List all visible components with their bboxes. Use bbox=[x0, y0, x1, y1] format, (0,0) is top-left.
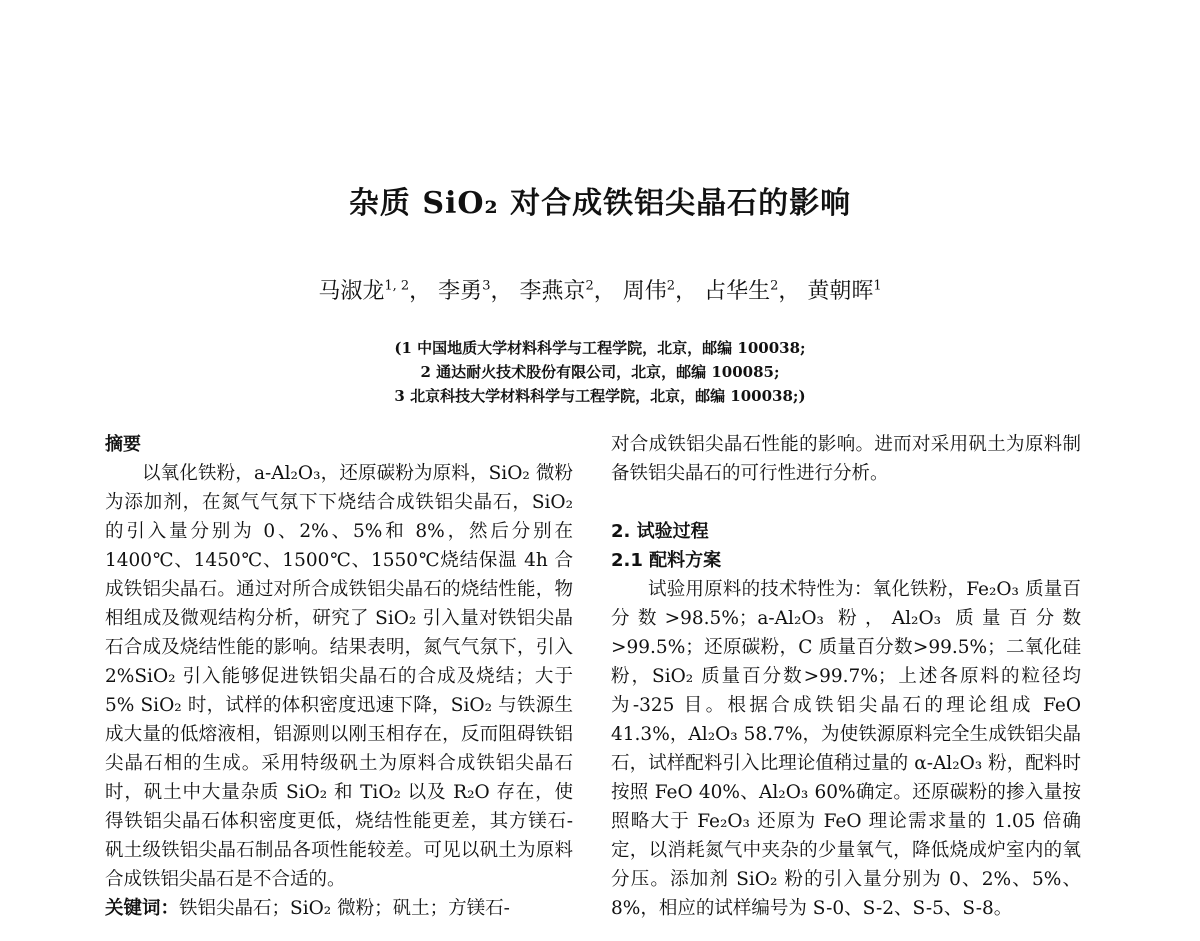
keywords bbox=[105, 894, 573, 923]
affiliation-line: 2 通达耐火技术股份有限公司，北京，邮编 100085; bbox=[420, 363, 780, 381]
author: 占华生$^2$ bbox=[704, 278, 779, 304]
affiliation-line: 3 北京科技大学材料科学与工程学院，北京，邮编 100038;) bbox=[394, 387, 806, 405]
author: 黄朝晖$^1$ bbox=[807, 278, 882, 304]
affiliations bbox=[0, 336, 1200, 408]
section-text: 试验用原料的技术特性为：氧化铁粉，Fe₂O₃ 质量百分数>98.5%；a-Al₂O₃ 粉，Al₂O₃ 质量百分数>99.5%；还原碳粉，C 质量百分数>99.5%；二氧化硅粉，SiO₂ 质量百分数>99.7%；上述各原料的粒径均为-325 目。根据合成铁铝尖晶石的理论组成 FeO 41.3%，Al₂O₃ 58.7%，为使铁源原料完全生成铁铝尖晶石，试样配料引入比理论值稍过量的 α-Al₂O₃ 粉，配料时按照 FeO 40%、Al₂O₃ 60%确定。还原碳粉的掺入量按照略大于 Fe₂O₃ 还原为 FeO 理论需求量的 1.05 倍确定，以消耗氮气中夹杂的少量氧气，降低烧成炉室内的氧分压。添加剂 SiO₂ 粉的引入量分别为 0、2%、5%、8%，相应的试样编号为 S-0、S-2、S-5、S-8。 bbox=[611, 579, 1081, 919]
author: 李燕京$^2$ bbox=[519, 278, 594, 304]
section-heading: 2. 试验过程 bbox=[611, 521, 709, 542]
abstract-text: 以氧化铁粉，a-Al₂O₃，还原碳粉为原料，SiO₂ 微粉为添加剂，在氮气气氛下下烧结合成铁铝尖晶石，SiO₂ 的引入量分别为 0、2%、5%和 8%，然后分别在 1400℃、1450℃、1500℃、1550℃烧结保温 4h 合成铁铝尖晶石。通过对所合成铁铝尖晶石的烧结性能，物相组成及微观结构分析，研究了 SiO₂ 引入量对铁铝尖晶石合成及烧结性能的影响。结果表明，氮气气氛下，引入 2%SiO₂ 引入能够促进铁铝尖晶石的合成及烧结；大于 5% SiO₂ 时，试样的体积密度迅速下降，SiO₂ 与铁源生成大量的低熔液相，铝源则以刚玉相存在，反而阻碍铁铝尖晶石相的生成。采用特级矾土为原料合成铁铝尖晶石时，矾土中大量杂质 SiO₂ 和 TiO₂ 以及 R₂O 存在，使得铁铝尖晶石体积密度更低，烧结性能更差，其方镁石-矾土级铁铝尖晶石制品各项性能较差。可见以矾土为原料合成铁铝尖晶石是不合适的。 bbox=[105, 463, 573, 890]
author: 周伟$^2$ bbox=[622, 278, 676, 304]
author-list: 马淑龙$^{1, 2}$， 李勇$^3$， 李燕京$^2$， 周伟$^2$， 占华生$^2$， 黄朝晖$^1$ bbox=[318, 278, 882, 304]
left-column bbox=[105, 430, 573, 923]
subsection-heading: 2.1 配料方案 bbox=[611, 550, 722, 571]
intro-continuation: 对合成铁铝尖晶石性能的影响。进而对采用矾土为原料制备铁铝尖晶石的可行性进行分析。 bbox=[611, 434, 1081, 484]
author: 马淑龙$^{1, 2}$ bbox=[318, 278, 410, 304]
abstract-heading: 摘要 bbox=[105, 434, 141, 455]
right-column bbox=[611, 430, 1081, 923]
author: 李勇$^3$ bbox=[438, 278, 491, 304]
keywords-label: 关键词： bbox=[105, 898, 180, 919]
paper-title: 杂质 SiO₂ 对合成铁铝尖晶石的影响 bbox=[348, 186, 852, 221]
keywords-text: 铁铝尖晶石；SiO₂ 微粉；矾土；方镁石- bbox=[179, 898, 510, 919]
affiliation-line: (1 中国地质大学材料科学与工程学院，北京，邮编 100038; bbox=[394, 339, 806, 357]
